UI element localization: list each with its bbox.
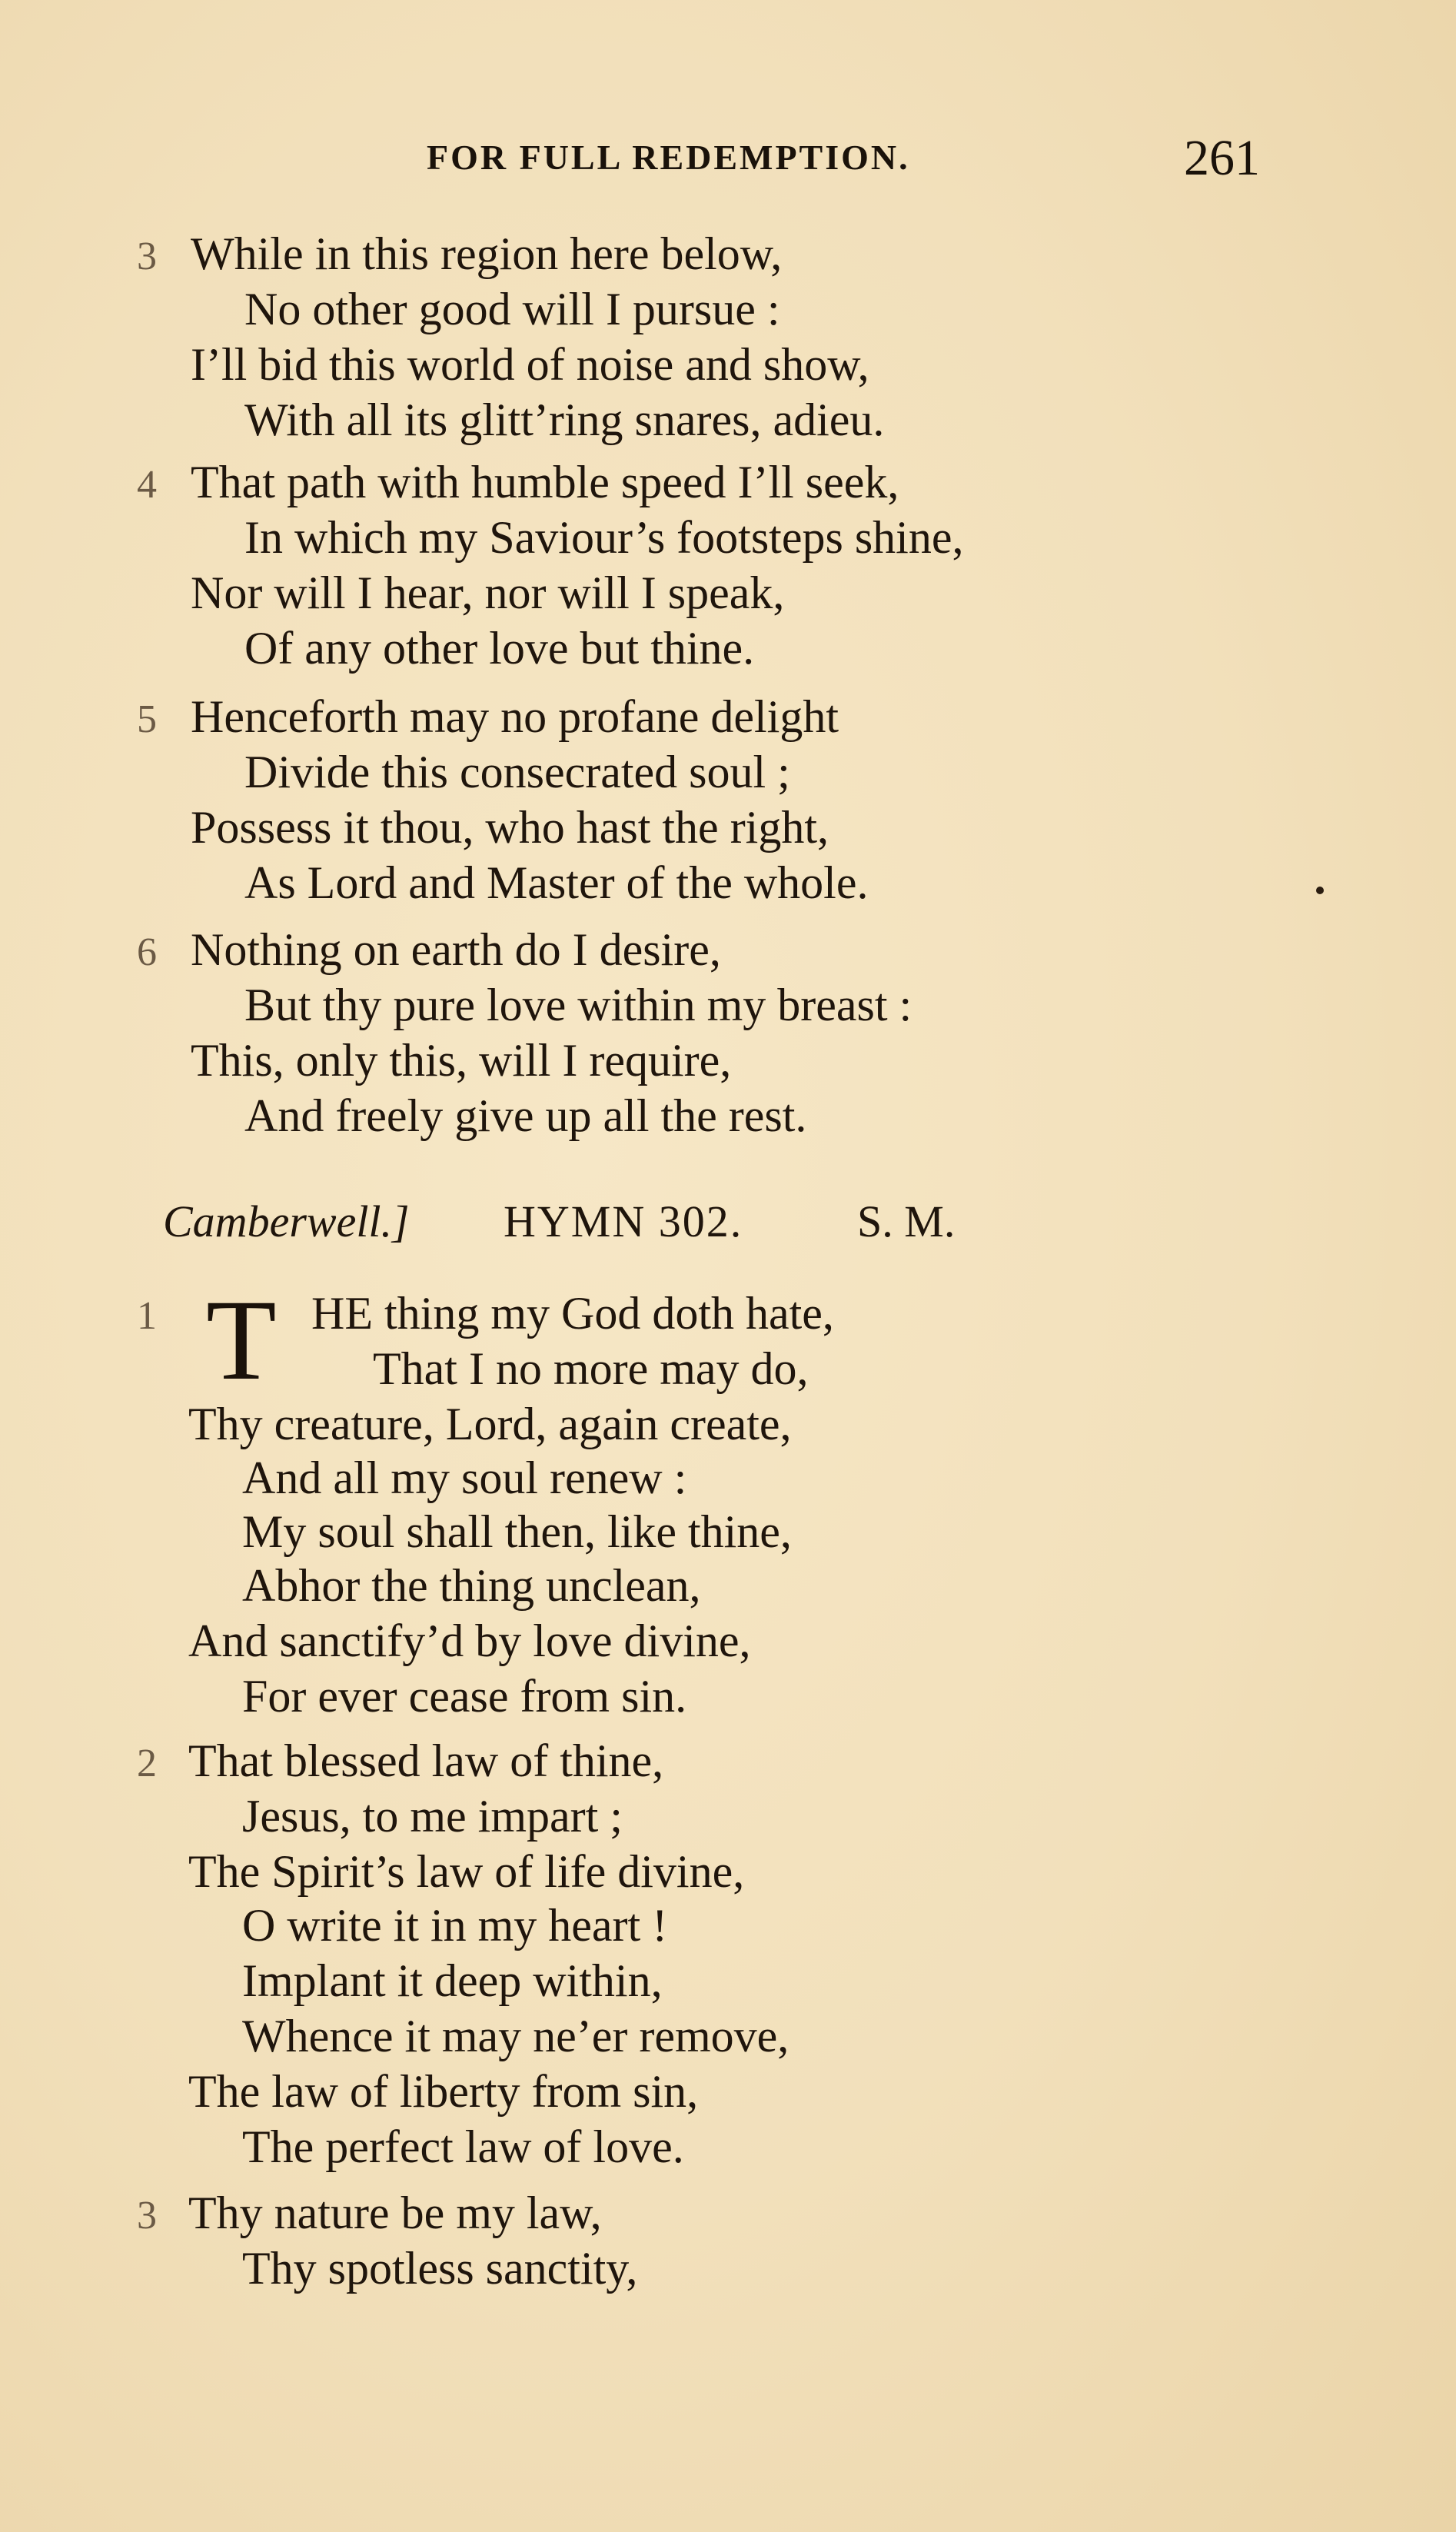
verse-line: The perfect law of love. xyxy=(242,2121,684,2172)
verse-line: That blessed law of thine, xyxy=(188,1735,664,1786)
verse-line: Thy spotless sanctity, xyxy=(242,2243,638,2294)
running-header: FOR FULL REDEMPTION. xyxy=(427,138,910,177)
verse-number: 3 xyxy=(137,235,157,278)
verse-number: 5 xyxy=(137,697,157,741)
verse-line: HE thing my God doth hate, xyxy=(311,1288,834,1339)
verse-number: 6 xyxy=(137,930,157,974)
hymn-title: HYMN 302. xyxy=(504,1196,743,1246)
verse-line: Divide this consecrated soul ; xyxy=(244,747,790,797)
verse-line: Nothing on earth do I desire, xyxy=(191,924,721,975)
verse-line: And freely give up all the rest. xyxy=(244,1090,807,1141)
ink-speck xyxy=(1316,887,1324,894)
tune-name: Camberwell.] xyxy=(163,1196,410,1246)
verse-number: 1 xyxy=(137,1294,157,1338)
verse-line: But thy pure love within my breast : xyxy=(244,980,912,1030)
verse-line: I’ll bid this world of noise and show, xyxy=(191,339,869,390)
verse-line: My soul shall then, like thine, xyxy=(242,1506,792,1557)
verse-line: That I no more may do, xyxy=(373,1343,809,1394)
verse-line: Abhor the thing unclean, xyxy=(242,1560,701,1611)
verse-number: 2 xyxy=(137,1742,157,1785)
verse-line: And sanctify’d by love divine, xyxy=(188,1615,751,1666)
verse-line: Possess it thou, who hast the right, xyxy=(191,802,829,853)
verse-line: Whence it may ne’er remove, xyxy=(242,2011,789,2061)
verse-line: Implant it deep within, xyxy=(242,1955,663,2006)
verse-line: While in this region here below, xyxy=(191,228,783,279)
hymn-meter: S. M. xyxy=(857,1196,956,1246)
verse-line: In which my Saviour’s footsteps shine, xyxy=(244,512,964,563)
verse-line: And all my soul renew : xyxy=(242,1452,687,1503)
verse-line: This, only this, will I require, xyxy=(191,1035,732,1086)
verse-line: The law of liberty from sin, xyxy=(188,2066,699,2117)
verse-line: Nor will I hear, nor will I speak, xyxy=(191,567,785,618)
verse-line: The Spirit’s law of life divine, xyxy=(188,1846,745,1897)
verse-line: Jesus, to me impart ; xyxy=(242,1791,623,1842)
verse-line: With all its glitt’ring snares, adieu. xyxy=(244,394,885,445)
verse-number: 3 xyxy=(137,2194,157,2238)
page-number: 261 xyxy=(1184,130,1260,186)
verse-line: That path with humble speed I’ll seek, xyxy=(191,457,899,507)
verse-line: O write it in my heart ! xyxy=(242,1900,668,1951)
verse-line: Henceforth may no profane delight xyxy=(191,691,839,742)
drop-cap: T xyxy=(206,1276,277,1404)
verse-line: Of any other love but thine. xyxy=(244,623,755,674)
verse-line: As Lord and Master of the whole. xyxy=(244,857,869,908)
verse-line: No other good will I pursue : xyxy=(244,284,780,334)
verse-number: 4 xyxy=(137,463,157,507)
verse-line: Thy creature, Lord, again create, xyxy=(188,1399,792,1449)
verse-line: Thy nature be my law, xyxy=(188,2188,602,2238)
verse-line: For ever cease from sin. xyxy=(242,1671,687,1722)
